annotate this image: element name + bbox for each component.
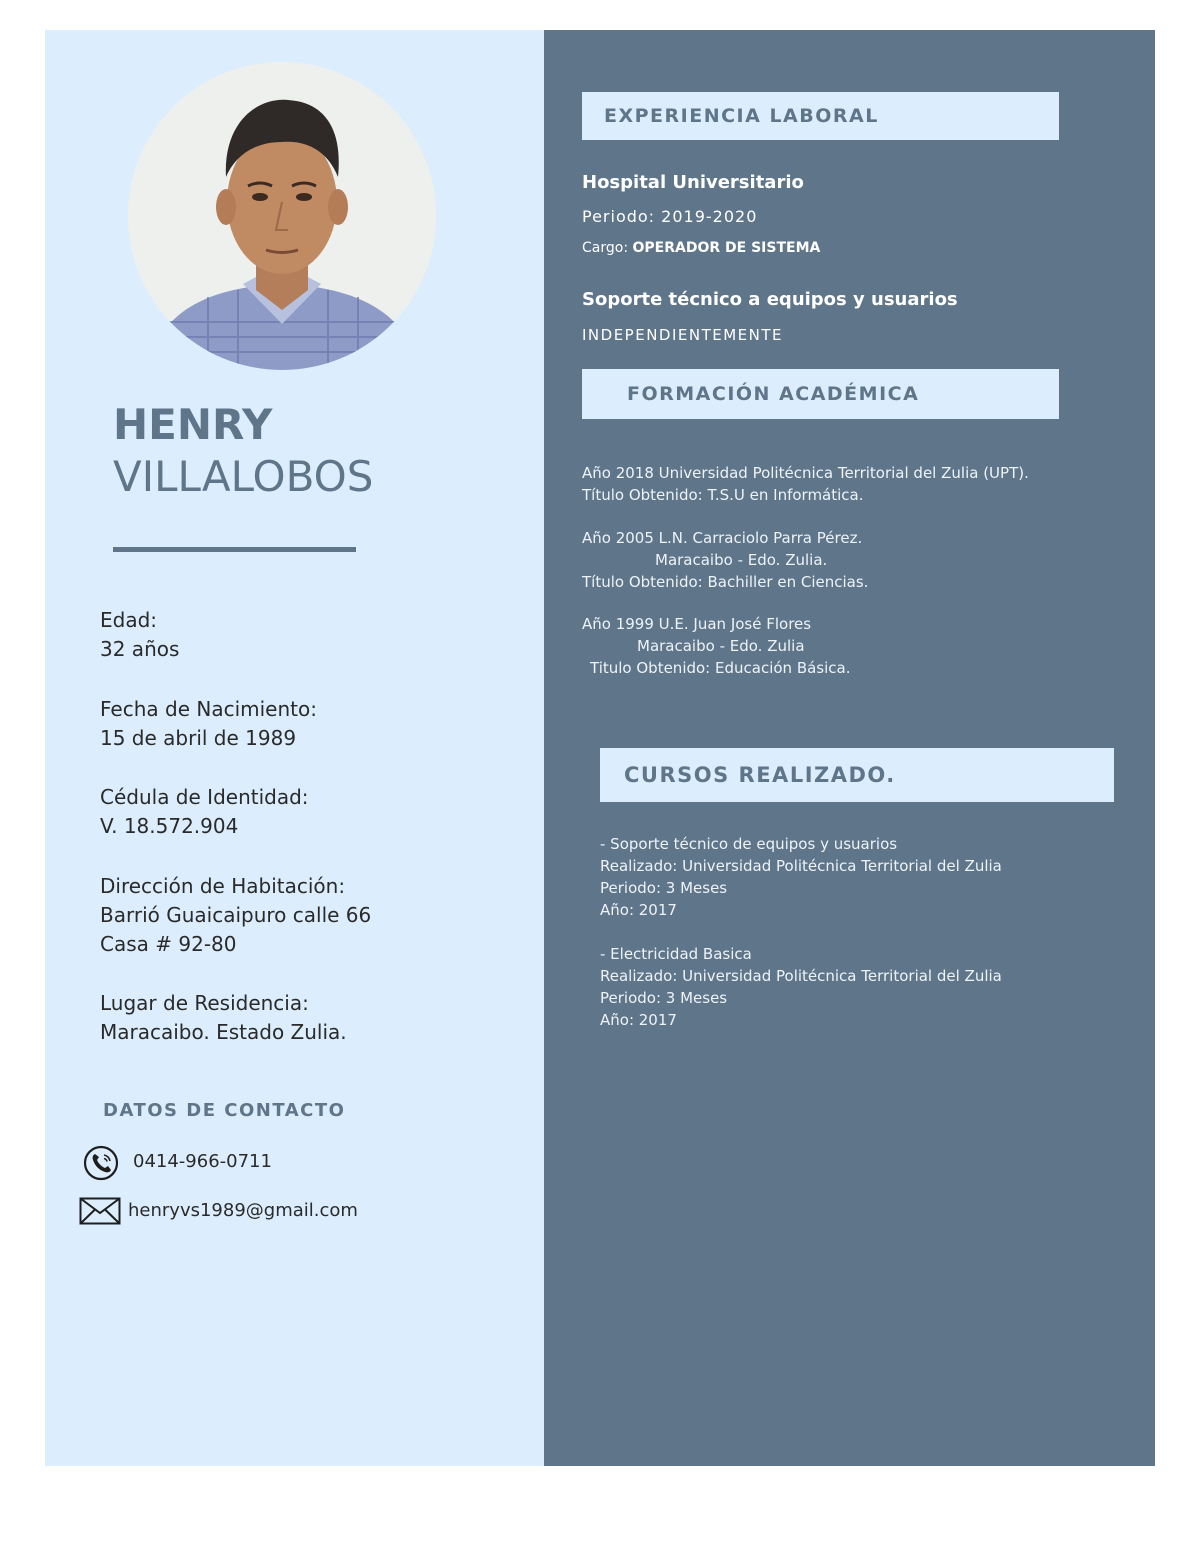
residence-label: Lugar de Residencia: xyxy=(100,991,309,1015)
id-value: V. 18.572.904 xyxy=(100,814,239,838)
job1-role-label: Cargo: xyxy=(582,240,629,256)
birth-value: 15 de abril de 1989 xyxy=(100,726,297,750)
edu3-line3: Titulo Obtenido: Educación Básica. xyxy=(590,659,851,677)
edu3-line1: Año 1999 U.E. Juan José Flores xyxy=(582,615,812,633)
age-value: 32 años xyxy=(100,637,180,661)
birth-block xyxy=(100,695,317,753)
course-item-2 xyxy=(600,943,1002,1031)
course1-line3: Periodo: 3 Meses xyxy=(600,879,728,897)
course2-line4: Año: 2017 xyxy=(600,1011,677,1029)
job2-title: Soporte técnico a equipos y usuarios xyxy=(582,289,958,310)
profile-photo-image xyxy=(128,62,436,370)
course2-line3: Periodo: 3 Meses xyxy=(600,989,728,1007)
job1-company: Hospital Universitario xyxy=(582,172,804,193)
edu2-line3: Título Obtenido: Bachiller en Ciencias. xyxy=(582,573,869,591)
courses-header: CURSOS REALIZADO. xyxy=(600,748,1114,802)
education-header: FORMACIÓN ACADÉMICA xyxy=(582,369,1059,419)
job1-period: Periodo: 2019-2020 xyxy=(582,207,758,226)
envelope-icon xyxy=(79,1197,121,1225)
address-line2: Casa # 92-80 xyxy=(100,932,237,956)
age-label: Edad: xyxy=(100,608,158,632)
job2-mode: INDEPENDIENTEMENTE xyxy=(582,326,784,344)
education-item-3 xyxy=(582,613,851,679)
email-address: henryvs1989@gmail.com xyxy=(128,1200,358,1221)
course1-line4: Año: 2017 xyxy=(600,901,677,919)
course2-line1: - Electricidad Basica xyxy=(600,945,752,963)
education-item-1 xyxy=(582,462,1029,506)
id-block xyxy=(100,783,309,841)
edu1-line1: Año 2018 Universidad Politécnica Territorial del Zulia (UPT). xyxy=(582,464,1029,482)
first-name: HENRY xyxy=(113,400,273,449)
edu3-line2: Maracaibo - Edo. Zulia xyxy=(637,637,805,655)
residence-value: Maracaibo. Estado Zulia. xyxy=(100,1020,347,1044)
edu1-line2: Título Obtenido: T.S.U en Informática. xyxy=(582,486,864,504)
job1-role-value: OPERADOR DE SISTEMA xyxy=(632,240,821,256)
edu2-line1: Año 2005 L.N. Carraciolo Parra Pérez. xyxy=(582,529,863,547)
course-item-1 xyxy=(600,833,1002,921)
course1-line2: Realizado: Universidad Politécnica Territorial del Zulia xyxy=(600,857,1002,875)
name-divider xyxy=(113,547,356,552)
age-block xyxy=(100,606,179,664)
course2-line2: Realizado: Universidad Politécnica Territorial del Zulia xyxy=(600,967,1002,985)
job1-role xyxy=(582,240,820,256)
contact-title: DATOS DE CONTACTO xyxy=(103,1100,346,1121)
profile-photo xyxy=(128,62,436,370)
edu2-line2: Maracaibo - Edo. Zulia. xyxy=(655,551,828,569)
address-label: Dirección de Habitación: xyxy=(100,874,346,898)
address-line1: Barrió Guaicaipuro calle 66 xyxy=(100,903,372,927)
education-item-2 xyxy=(582,527,868,593)
birth-label: Fecha de Nacimiento: xyxy=(100,697,317,721)
last-name: VILLALOBOS xyxy=(113,452,374,501)
phone-number: 0414-966-0711 xyxy=(133,1151,272,1172)
residence-block xyxy=(100,989,347,1047)
course1-line1: - Soporte técnico de equipos y usuarios xyxy=(600,835,898,853)
address-block xyxy=(100,872,371,959)
experience-header: EXPERIENCIA LABORAL xyxy=(582,92,1059,140)
id-label: Cédula de Identidad: xyxy=(100,785,309,809)
phone-icon xyxy=(83,1145,119,1181)
